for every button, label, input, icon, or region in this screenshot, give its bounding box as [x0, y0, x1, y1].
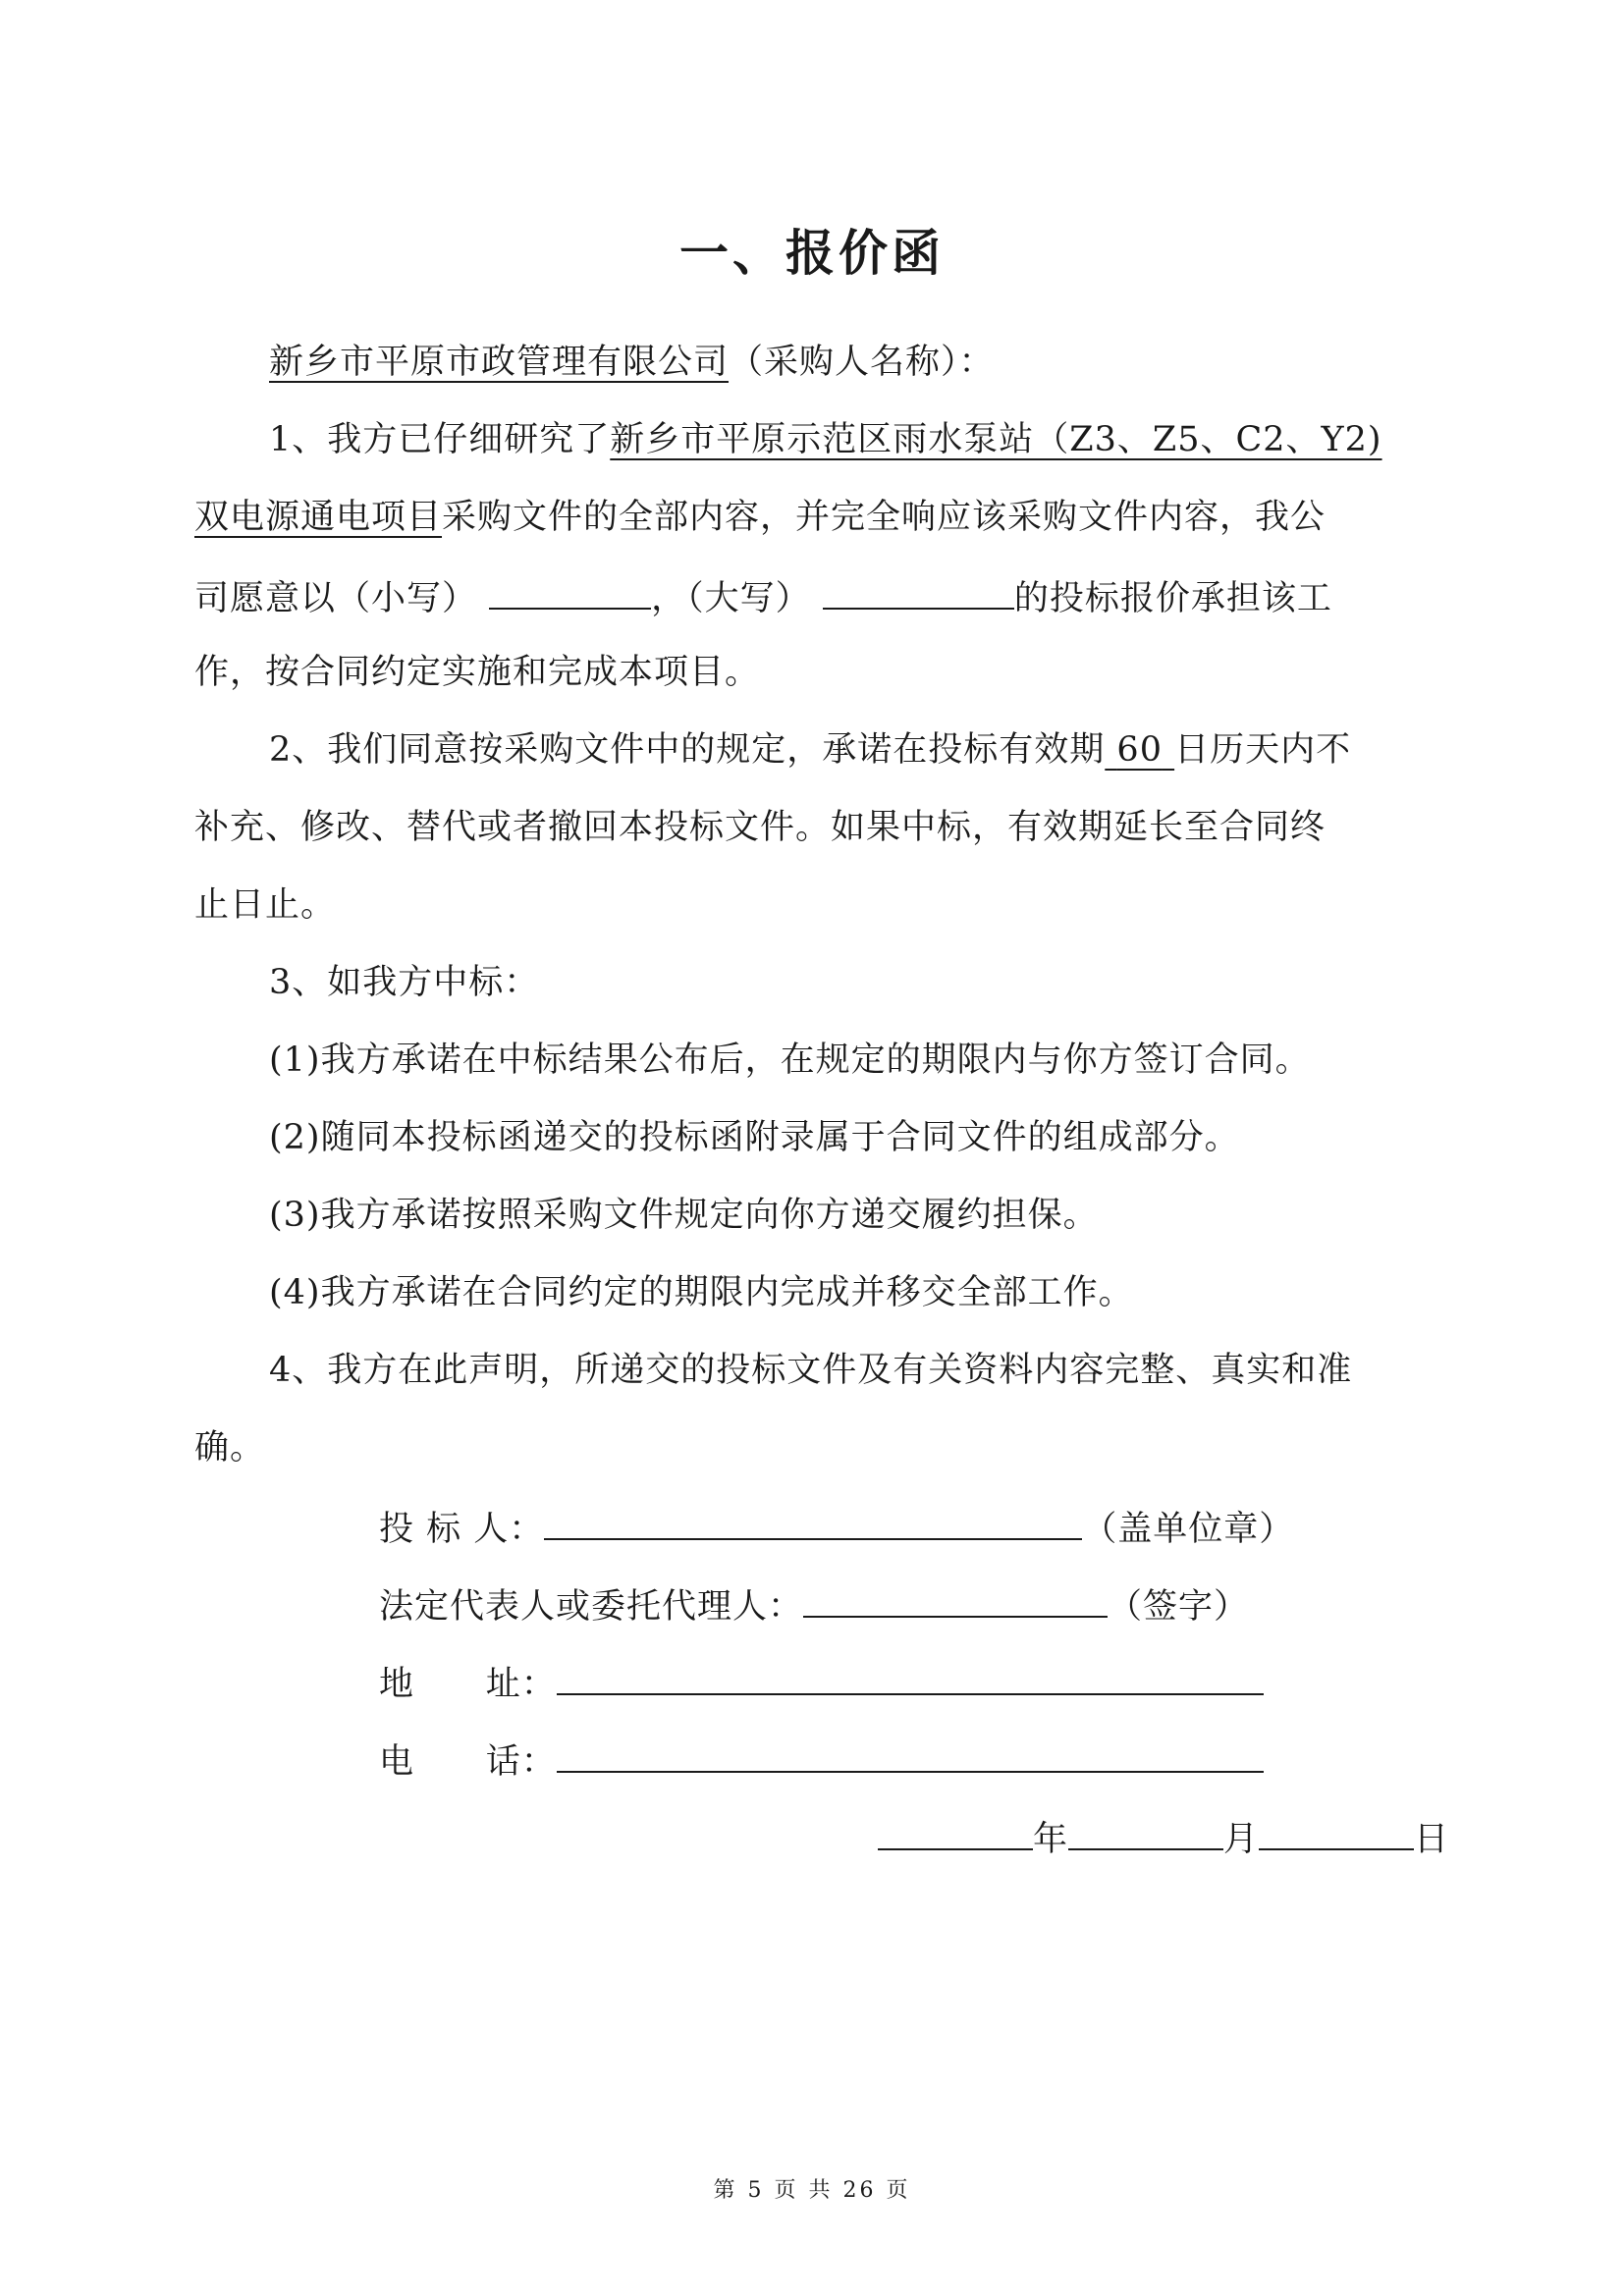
project-name-part1: 新乡市平原示范区雨水泵站（Z3、Z5、C2、Y2): [610, 420, 1382, 459]
item2-line2: 补充、修改、替代或者撤回本投标文件。如果中标，有效期延长至合同终: [194, 808, 1326, 847]
page-number: 第 5 页 共 26 页: [713, 2178, 911, 2203]
month-blank[interactable]: [1068, 1813, 1223, 1850]
item3-sub-3: (3)我方承诺按照采购文件规定向你方递交履约担保。: [269, 1196, 1099, 1235]
phone-blank[interactable]: [557, 1735, 1264, 1773]
address-row: [379, 1658, 1264, 1707]
recipient-suffix: （采购人名称）：: [729, 343, 995, 382]
item1-line3: [194, 572, 1332, 621]
item2-prefix: 2、我们同意按采购文件中的规定，承诺在投标有效期: [269, 730, 1106, 770]
item2-line1-text: 日历天内不: [1174, 730, 1352, 770]
bidder-row: [379, 1503, 1294, 1552]
item1-line3-text: 的投标报价承担该工: [1013, 579, 1332, 618]
phone-row: [379, 1735, 1264, 1785]
item3-sub-4: (4)我方承诺在合同约定的期限内完成并移交全部工作。: [269, 1273, 1134, 1312]
project-name-part2: 双电源通电项目: [194, 498, 443, 537]
item1-line1: [269, 417, 1382, 462]
address-blank[interactable]: [557, 1658, 1264, 1695]
price-lowercase-label: 司愿意以（小写）: [194, 579, 478, 618]
price-uppercase-blank[interactable]: [823, 572, 1014, 610]
representative-label: 法定代表人或委托代理人：: [379, 1587, 804, 1627]
validity-days: [1105, 730, 1174, 770]
bidder-label: 投 标 人：: [379, 1510, 545, 1549]
price-lowercase-blank[interactable]: [489, 572, 651, 610]
item1-prefix: 1、我方已仔细研究了: [269, 420, 611, 459]
item1-line2: [194, 495, 1326, 540]
item3-sub-1: (1)我方承诺在中标结果公布后，在规定的期限内与你方签订合同。: [269, 1041, 1311, 1080]
item3-sub-2: (2)随同本投标函递交的投标函附录属于合同文件的组成部分。: [269, 1118, 1240, 1157]
item4-line1: 4、我方在此声明，所递交的投标文件及有关资料内容完整、真实和准: [269, 1351, 1353, 1390]
recipient-line: [269, 340, 995, 385]
item2-line3: 止日止。: [194, 885, 337, 925]
year-label: 年: [1033, 1820, 1069, 1859]
year-blank[interactable]: [878, 1813, 1033, 1850]
month-label: 月: [1223, 1820, 1260, 1859]
validity-days-value: 60: [1116, 730, 1163, 770]
page-title: 一、报价函: [679, 225, 945, 282]
phone-label: 电 话：: [379, 1742, 557, 1782]
date-row: [878, 1813, 1449, 1862]
bidder-blank[interactable]: [544, 1503, 1082, 1540]
bidder-note: （盖单位章）: [1082, 1510, 1295, 1549]
item2-line1: [269, 727, 1351, 773]
recipient-name: 新乡市平原市政管理有限公司: [269, 343, 730, 382]
representative-note: （签字）: [1108, 1587, 1250, 1627]
price-uppercase-label: ，（大写）: [651, 579, 811, 618]
representative-blank[interactable]: [803, 1580, 1108, 1618]
day-label: 日: [1414, 1820, 1450, 1859]
item3-heading: 3、如我方中标：: [269, 963, 540, 1002]
item1-line4: 作，按合同约定实施和完成本项目。: [194, 653, 761, 692]
day-blank[interactable]: [1259, 1813, 1414, 1850]
item4-line2: 确。: [194, 1428, 266, 1468]
address-label: 地 址：: [379, 1665, 557, 1704]
representative-row: [379, 1580, 1249, 1629]
item1-line2-text: 采购文件的全部内容，并完全响应该采购文件内容，我公: [442, 498, 1326, 537]
